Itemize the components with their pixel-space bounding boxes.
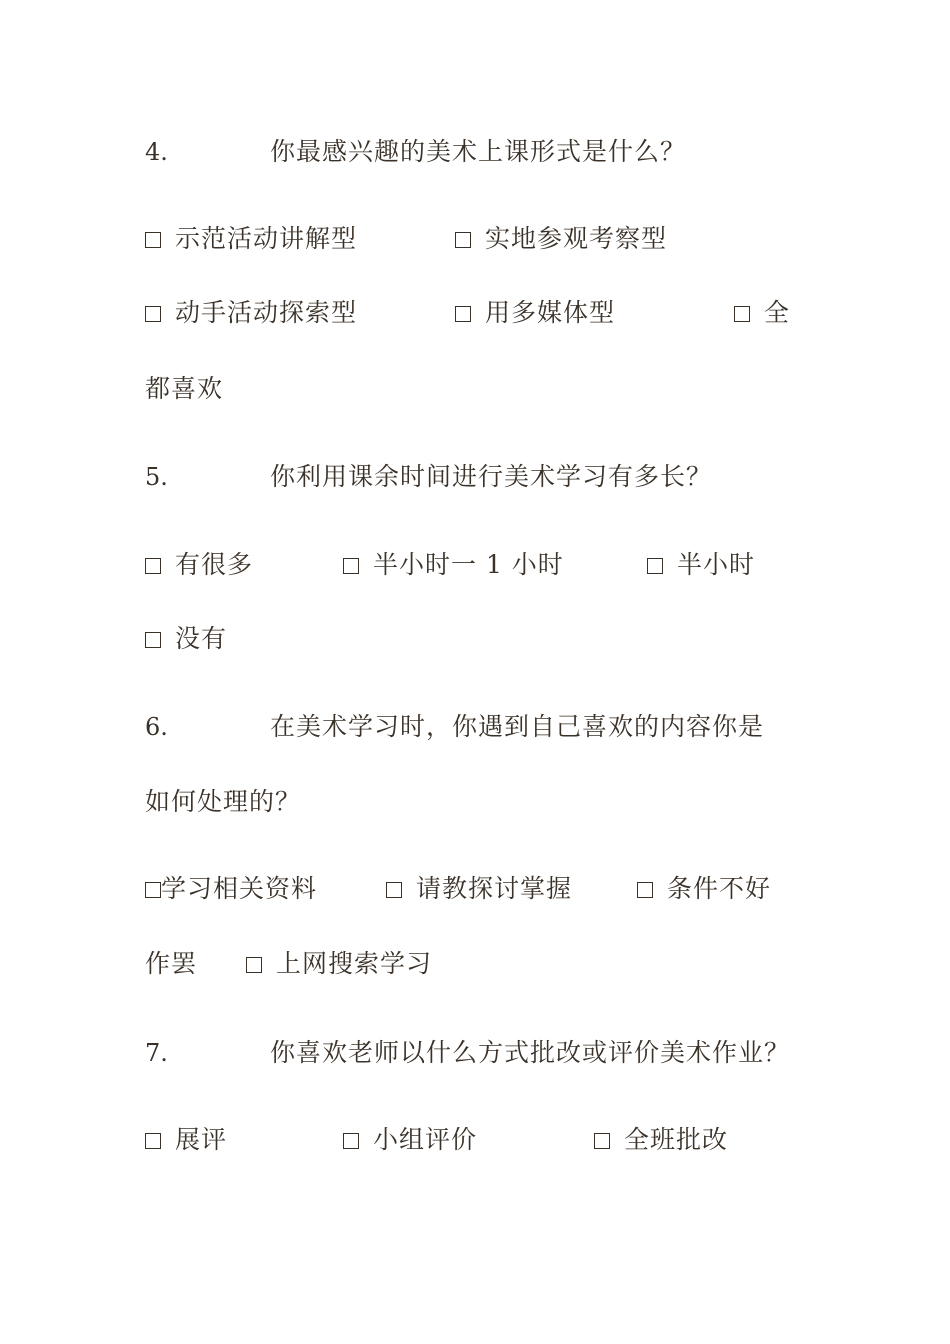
option-label: 动手活动探索型 (175, 298, 358, 327)
q6-option-4[interactable] (246, 944, 432, 984)
question-number: 5. (145, 463, 168, 491)
checkbox-icon[interactable] (145, 882, 161, 898)
checkbox-icon[interactable] (386, 882, 402, 898)
question-text: 你利用课余时间进行美术学习有多长？ (270, 462, 713, 491)
question-text: 你喜欢老师以什么方式批改或评价美术作业？ (270, 1038, 791, 1067)
q6-option-3[interactable] (637, 869, 771, 909)
option-label: 条件不好 (667, 874, 772, 903)
q5-option-3[interactable] (647, 545, 755, 585)
checkbox-icon[interactable] (455, 232, 471, 248)
option-label: 展评 (175, 1125, 228, 1154)
option-label: 小组评价 (373, 1125, 478, 1154)
q4-option-3[interactable] (145, 293, 357, 333)
q4-options-row-3 (145, 369, 223, 409)
checkbox-icon[interactable] (594, 1133, 610, 1149)
option-label-continuation (145, 944, 197, 984)
q5-option-2[interactable] (343, 545, 564, 585)
checkbox-icon[interactable] (637, 882, 653, 898)
option-label: 上网搜索学习 (276, 949, 433, 978)
question-number: 7. (145, 1039, 168, 1067)
option-label: 全班批改 (624, 1125, 729, 1154)
question-6-continuation (145, 782, 301, 822)
q7-option-3[interactable] (594, 1120, 728, 1160)
q6-option-2[interactable] (386, 869, 572, 909)
checkbox-icon[interactable] (343, 558, 359, 574)
question-text: 在美术学习时，你遇到自己喜欢的内容你是 (270, 712, 765, 741)
q4-option-4[interactable] (455, 293, 615, 333)
option-label: 没有 (175, 624, 228, 653)
checkbox-icon[interactable] (455, 306, 471, 322)
option-label: 半小时 (677, 550, 756, 579)
q4-option-1[interactable] (145, 219, 357, 259)
question-text: 你最感兴趣的美术上课形式是什么？ (270, 137, 687, 166)
option-label: 示范活动讲解型 (175, 224, 358, 253)
option-label: 学习相关资料 (161, 874, 318, 903)
question-text-continuation: 如何处理的？ (145, 787, 302, 816)
option-label: 请教探讨掌握 (416, 874, 573, 903)
checkbox-icon[interactable] (145, 232, 161, 248)
checkbox-icon[interactable] (145, 1133, 161, 1149)
q7-option-2[interactable] (343, 1120, 477, 1160)
q7-option-1[interactable] (145, 1120, 227, 1160)
option-label: 半小时一 1 小时 (373, 550, 564, 579)
option-label: 用多媒体型 (485, 298, 616, 327)
checkbox-icon[interactable] (145, 558, 161, 574)
q4-option-2[interactable] (455, 219, 667, 259)
question-number: 4. (145, 138, 168, 166)
checkbox-icon[interactable] (246, 957, 262, 973)
option-label: 有很多 (175, 550, 254, 579)
checkbox-icon[interactable] (734, 306, 750, 322)
checkbox-icon[interactable] (145, 632, 161, 648)
option-label: 作罢 (145, 949, 198, 978)
q5-option-4[interactable] (145, 619, 227, 659)
question-number: 6. (145, 713, 168, 741)
option-label: 实地参观考察型 (485, 224, 668, 253)
checkbox-icon[interactable] (145, 306, 161, 322)
checkbox-icon[interactable] (647, 558, 663, 574)
q5-option-1[interactable] (145, 545, 253, 585)
checkbox-icon[interactable] (343, 1133, 359, 1149)
q6-option-1[interactable] (145, 869, 317, 909)
option-label: 全 (764, 298, 791, 327)
option-label-continuation: 都喜欢 (145, 374, 224, 403)
q4-option-5[interactable] (734, 293, 790, 333)
